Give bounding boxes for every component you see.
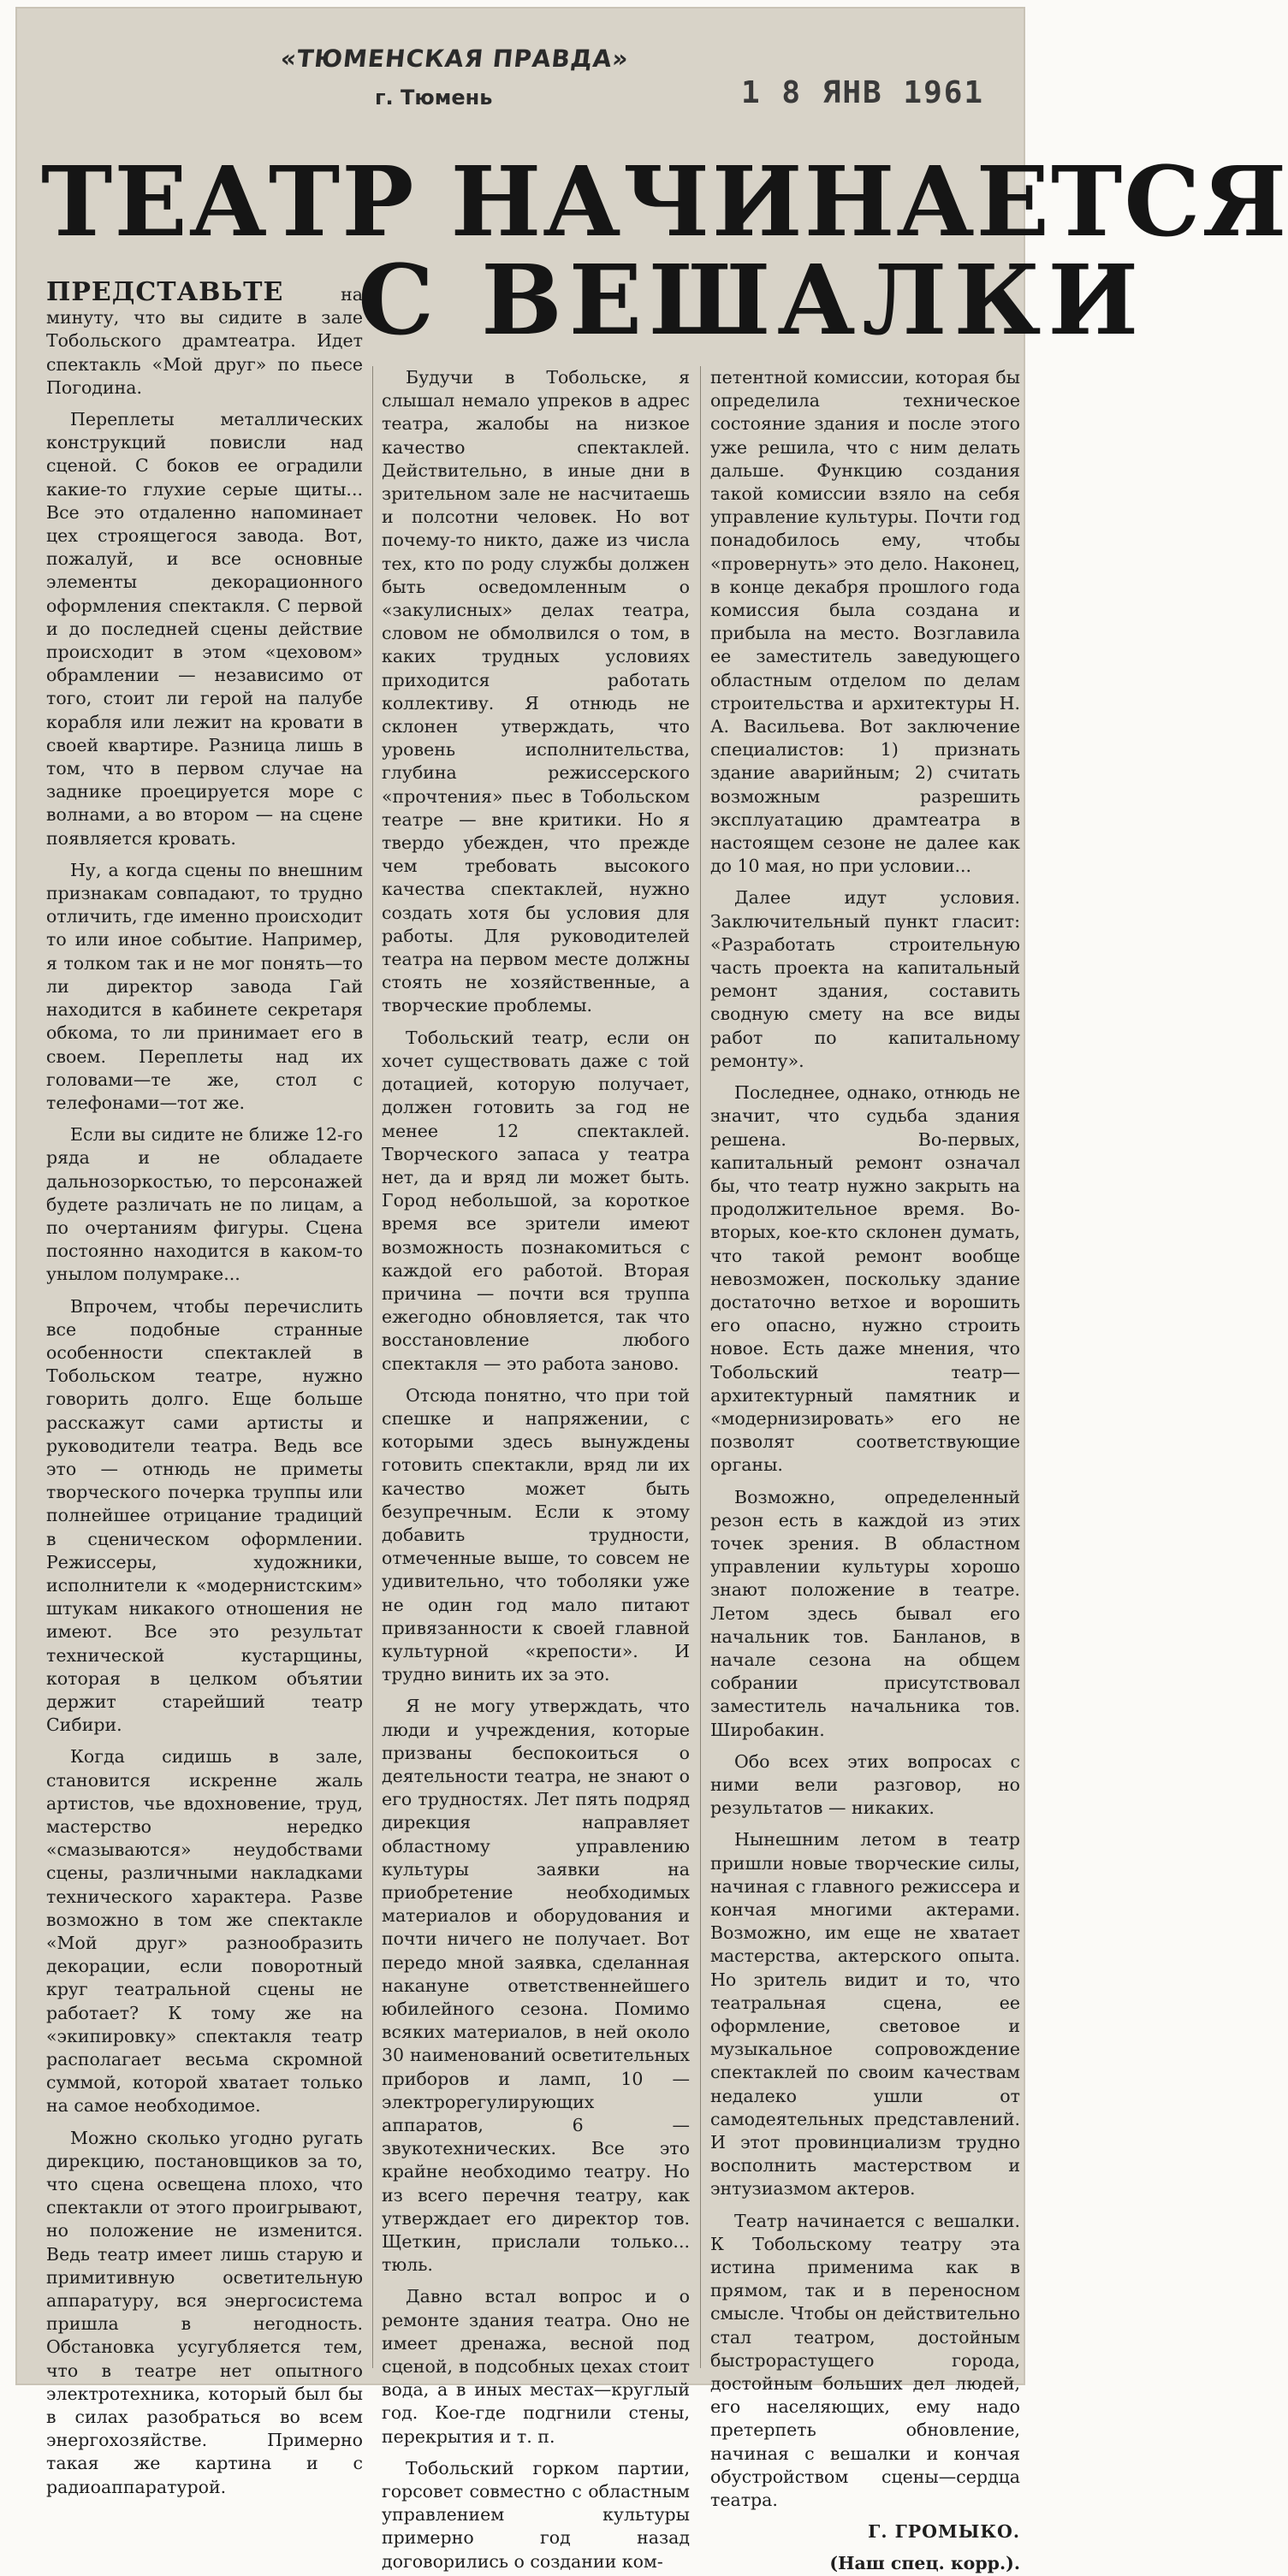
- paragraph: Когда сидишь в зале, становится искренне жаль артистов, чье вдохновение, труд, мастерство нередко «смазываются» неудобствами сцены, различными накладками технического характера. Разве возможно в том же спектакле «Мой друг» разнообразить декорации, если поворотный круг театральной сцены не работает? К тому же на «экипировку» спектакля театр располагает весьма скромной суммой, которой хватает только на самое необходимое.: [46, 1746, 363, 2117]
- lead-paragraph: [46, 277, 363, 400]
- author-signature: Г. ГРОМЫКО.: [868, 2521, 1020, 2543]
- paragraph: Тобольский горком партии, горсовет совместно с областным управлением культуры примерно год назад договорились о создании ком-: [382, 2457, 690, 2572]
- paragraph: Можно сколько угодно ругать дирекцию, постановщиков за то, что сцена освещена плохо, что спектакли от этого проигрывают, но положение не изменится. Ведь театр имеет лишь старую и примитивную осветительную аппаратуру, вся энергосистема пришла в негодность. Обстановка усугубляется тем, что в театре нет опытного электротехника, который был бы в силах разобраться во всем энергохозяйстве. Примерно такая же картина и с радиоаппаратурой.: [46, 2127, 363, 2497]
- author-byline: (Наш спец. корр.).: [829, 2553, 1020, 2574]
- paragraph-continued: петентной комиссии, которая бы определила техническое состояние здания и после этого уже решила, что с ним делать дальше. Функцию создания такой комиссии взяло на себя управление культуры. Почти год понадобилось ему, чтобы «провернуть» это дело. Наконец, в конце декабря прошлого года комиссия была создана и прибыла на место. Возглавила ее заместитель заведующего областным отделом по делам строительства и архитектуры Н. А. Васильева. Вот заключение специалистов: 1) признать здание аварийным; 2) считать возможным разрешить эксплуатацию драмтеатра в настоящем сезоне не далее как до 10 мая, но при условии...: [710, 367, 1020, 877]
- paragraph: Возможно, определенный резон есть в каждой из этих точек зрения. В областном управлении культуры хорошо знают положение в театре. Летом здесь бывал его начальник тов. Банланов, в начале сезона на общем собрании присутствовал заместитель начальника тов. Широбакин.: [710, 1486, 1020, 1740]
- newspaper-masthead: «ТЮМЕНСКАЯ ПРАВДА»: [279, 44, 631, 73]
- drop-cap-word: ПРЕДСТАВЬТЕ: [46, 277, 284, 307]
- newspaper-clipping: [15, 7, 1288, 2574]
- paragraph: Последнее, однако, отнюдь не значит, что судьба здания решена. Во-первых, капитальный ремонт означал бы, что театр нужно закрыть на продолжительное время. Во-вторых, кое-кто склонен думать, что такой ремонт вообще невозможен, поскольку здание достаточно ветхое и ворошить его опасно, нужно строить новое. Есть даже мнения, что Тобольский театр—архитектурный памятник и «модернизировать» его не позволят соответствующие органы.: [710, 1082, 1020, 1476]
- date-stamp: 1 8 ЯНВ 1961: [741, 75, 985, 110]
- paragraph: Тобольский театр, если он хочет существовать даже с той дотацией, которую получает, должен готовить за год не менее 12 спектаклей. Творческого запаса у театра нет, да и вряд ли может быть. Город небольшой, за короткое время все зрители имеют возможность познакомиться с каждой его работой. Вторая причина — почти вся труппа ежегодно обновляется, так что восстановление любого спектакля — это работа заново.: [382, 1027, 690, 1374]
- paragraph: Давно встал вопрос и о ремонте здания театра. Оно не имеет дренажа, весной под сценой, в подсобных цехах стоит вода, а в иных местах—круглый год. Кое-где подгнили стены, перекрытия и т. п.: [382, 2286, 690, 2447]
- paragraph: Переплеты металлических конструкций повисли над сценой. С боков ее оградили какие-то глухие серые щиты... Все это отдаленно напоминает цех строящегося завода. Вот, пожалуй, и все основные элементы декорационного оформления спектакля. С первой и до последней сцены действие происходит в этом «цеховом» обрамлении — независимо от того, стоит ли герой на палубе корабля или лежит на кровати в своей квартире. Разница лишь в том, что в первом случае на заднике проецируется море с волнами, а во втором — на сцене появляется кровать.: [46, 409, 363, 849]
- column-divider-1: [372, 366, 373, 2368]
- city-label: г. Тюмень: [375, 86, 493, 110]
- article-column-1: [46, 277, 363, 2499]
- paragraph: Далее идут условия. Заключительный пункт гласит: «Разработать строительную часть проекта на капитальный ремонт здания, составить сводную смету на все виды работ по капитальному ремонту».: [710, 887, 1020, 1071]
- paragraph: Впрочем, чтобы перечислить все подобные странные особенности спектаклей в Тобольском театре, нужно говорить долго. Еще больше расскажут сами артисты и руководители театра. Ведь все это — отнюдь не приметы творческого почерка труппы или полнейшее отрицание традиций в сценическом оформлении. Режиссеры, художники, исполнители к «модернистским» штукам никакого отношения не имеют. Все это результат технической кустарщины, которая в целком объятии держит старейший театр Сибири.: [46, 1295, 363, 1736]
- column-divider-2: [700, 366, 701, 2368]
- article-column-3: [710, 366, 1020, 2576]
- paragraph: Обо всех этих вопросах с ними вели разговор, но результатов — никаких.: [710, 1750, 1020, 1819]
- headline-line-2: С ВЕШАЛКИ: [358, 245, 1146, 357]
- headline-line-1: ТЕАТР НАЧИНАЕТСЯ: [41, 146, 1288, 258]
- paragraph: Я не могу утверждать, что люди и учреждения, которые призваны беспокоиться о деятельности театра, не знают о его трудностях. Лет пять подряд дирекция направляет областному управлению культуры заявки на приобретение необходимых материалов и оборудования и почти ничего не получает. Вот передо мной заявка, сделанная накануне ответственнейшего юбилейного сезона. Помимо всяких материалов, в ней около 30 наименований осветительных приборов и ламп, 10 — электрорегулирующих аппаратов, 6 — звукотехнических. Все это крайне необходимо театру. Но из всего перечня театру, как утверждает его директор тов. Щеткин, прислали только... тюль.: [382, 1696, 690, 2276]
- lead-text: на минуту, что вы сидите в зале Тобольского драмтеатра. Идет спектакль «Мой друг» по пьесе Погодина.: [46, 284, 363, 398]
- paragraph: Ну, а когда сцены по внешним признакам совпадают, то трудно отличить, где именно происходит то или иное событие. Например, я толком так и не мог понять—то ли директор завода Гай находится в кабинете секретаря обкома, то ли принимает его в своем. Переплеты над их головами—те же, стол с телефонами—тот же.: [46, 859, 363, 1113]
- paragraph: Если вы сидите не ближе 12-го ряда и не обладаете дальнозоркостью, то персонажей будете различать не по лицам, а по очертаниям фигуры. Сцена постоянно находится в каком-то унылом полумраке...: [46, 1124, 363, 1285]
- paragraph: Отсюда понятно, что при той спешке и напряжении, с которыми здесь вынуждены готовить спектакли, вряд ли их качество может быть безупречным. Если к этому добавить трудности, отмеченные выше, то совсем не удивительно, что тоболяки уже не один год мало питают привязанности к своей главной культурной «крепости». И трудно винить их за это.: [382, 1384, 690, 1685]
- paragraph: Театр начинается с вешалки. К Тобольскому театру эта истина применима как в прямом, так и в переносном смысле. Чтобы он действительно стал театром, достойным быстрорастущего города, достойным больших дел людей, его населяющих, ему надо претерпеть обновление, начиная с вешалки и кончая обустройством сцены—сердца театра.: [710, 2210, 1020, 2511]
- paragraph: Нынешним летом в театр пришли новые творческие силы, начиная с главного режиссера и кончая многими актерами. Возможно, им еще не хватает мастерства, актерского опыта. Но зритель видит и то, что театральная сцена, ее оформление, световое и музыкальное сопровождение спектаклей по своим качествам недалеко ушли от самодеятельных представлений. И этот провинциализм трудно восполнить мастерством и энтузиазмом актеров.: [710, 1829, 1020, 2200]
- article-column-2: [382, 366, 690, 2573]
- paragraph: Будучи в Тобольске, я слышал немало упреков в адрес театра, жалобы на низкое качество спектаклей. Действительно, в иные дни в зрительном зале не насчитаешь и полсотни человек. Но вот почему-то никто, даже из числа тех, кто по роду службы должен быть осведомленным о «закулисных» делах театра, словом не обмолвился о том, в каких трудных условиях приходится работать коллективу. Я отнюдь не склонен утверждать, что уровень исполнительства, глубина режиссерского «прочтения» пьес в Тобольском театре — вне критики. Но я твердо убежден, что прежде чем требовать высокого качества спектаклей, нужно создать хотя бы условия для работы. Для руководителей театра на первом месте должны стоять не хозяйственные, а творческие проблемы.: [382, 367, 690, 1016]
